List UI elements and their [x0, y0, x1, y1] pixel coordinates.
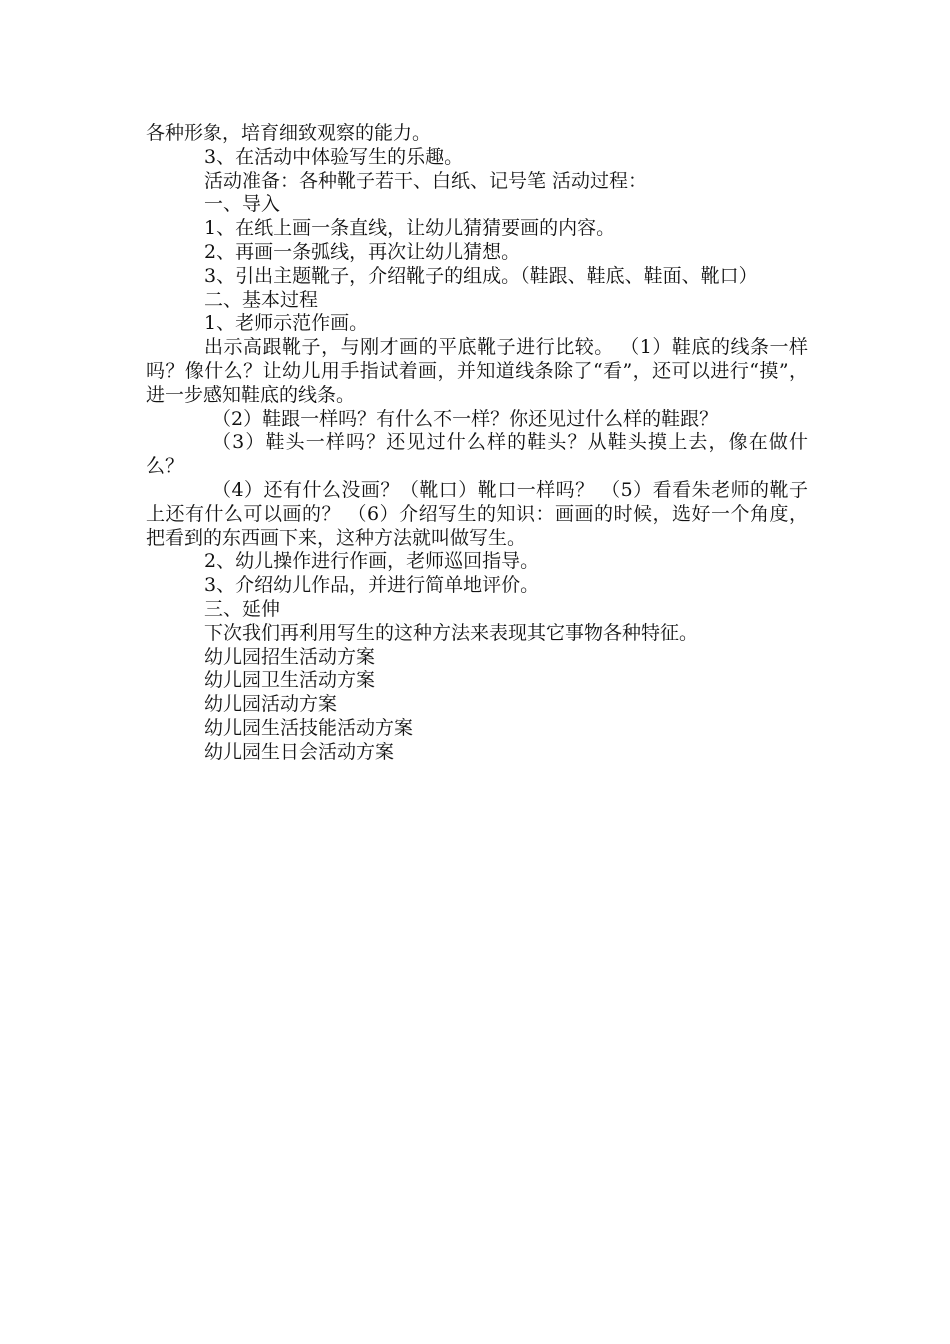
paragraph-process-step-2: 2、幼儿操作进行作画，老师巡回指导。: [204, 550, 540, 573]
heading-extension: 三、延伸: [204, 597, 281, 620]
related-link-birthday: 幼儿园生日会活动方案: [204, 740, 395, 763]
paragraph-intro-step-1: 1、在纸上画一条直线，让幼儿猜猜要画的内容。: [204, 217, 616, 240]
paragraph-question-3: （3）鞋头一样吗？还见过什么样的鞋头？从鞋头摸上去，像在做什么？: [146, 431, 808, 478]
paragraph-process-step-1: 1、老师示范作画。: [204, 312, 369, 335]
related-link-hygiene: 幼儿园卫生活动方案: [204, 669, 376, 692]
paragraph-intro-step-2: 2、再画一条弧线，再次让幼儿猜想。: [204, 240, 521, 263]
related-link-life-skills: 幼儿园生活技能活动方案: [204, 716, 414, 739]
paragraph-question-4-6: （4）还有什么没画？（靴口）靴口一样吗？ （5）看看朱老师的靴子上还有什么可以画的？ （6）介绍写生的知识：画画的时候，选好一个角度，把看到的东西画下来，这种方法就叫做写生。: [146, 478, 808, 549]
related-link-activity: 幼儿园活动方案: [204, 693, 338, 716]
heading-introduction: 一、导入: [204, 193, 281, 216]
paragraph-compare-boots: 出示高跟靴子，与刚才画的平底靴子进行比较。 （1）鞋底的线条一样吗？像什么？让幼儿用手指试着画，并知道线条除了“看”，还可以进行“摸”，进一步感知鞋底的线条。: [146, 336, 808, 406]
paragraph-goal-3: 3、在活动中体验写生的乐趣。: [204, 145, 464, 168]
paragraph-continuation: 各种形象，培育细致观察的能力。: [146, 122, 432, 144]
document-body: [146, 122, 808, 765]
paragraph-process-step-3: 3、介绍幼儿作品，并进行简单地评价。: [204, 574, 540, 597]
paragraph-preparation: 活动准备：各种靴子若干、白纸、记号笔 活动过程：: [204, 169, 648, 192]
paragraph-question-2: （2）鞋跟一样吗？有什么不一样？你还见过什么样的鞋跟？: [212, 407, 719, 430]
heading-basic-process: 二、基本过程: [204, 288, 319, 311]
paragraph-intro-step-3: 3、引出主题靴子，介绍靴子的组成。（鞋跟、鞋底、鞋面、靴口）: [204, 264, 758, 287]
related-link-enrollment: 幼儿园招生活动方案: [204, 645, 376, 668]
paragraph-extension: 下次我们再利用写生的这种方法来表现其它事物各种特征。: [204, 621, 699, 644]
